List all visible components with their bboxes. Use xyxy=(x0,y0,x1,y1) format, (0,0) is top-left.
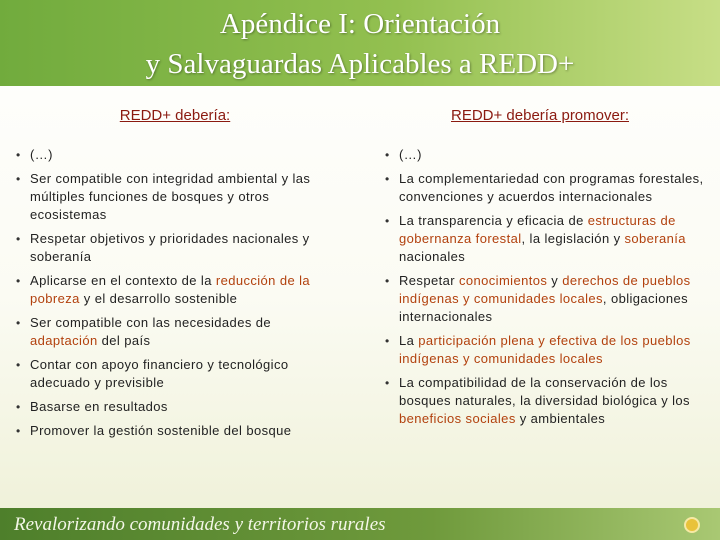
item-text: , obligaciones internacionales xyxy=(399,291,689,324)
list-item xyxy=(16,146,336,164)
bullet-icon: • xyxy=(385,376,390,390)
left-bullet-list xyxy=(16,146,336,446)
right-bullet-list xyxy=(385,146,705,434)
title-line-2: y Salvaguardas Aplicables a REDD+ xyxy=(145,48,575,80)
item-text: La xyxy=(399,333,419,348)
bullet-icon: • xyxy=(385,334,390,348)
highlighted-term: derechos de pueblos indígenas y comunidades locales xyxy=(399,273,691,306)
highlighted-term: conocimientos xyxy=(458,273,548,288)
list-item xyxy=(16,356,336,392)
left-column-heading: REDD+ debería: xyxy=(119,107,231,124)
highlighted-term: beneficios sociales xyxy=(399,411,516,426)
item-text: Respetar objetivos y prioridades nacionales y soberanía xyxy=(30,231,310,264)
footer-bar xyxy=(0,508,720,540)
bullet-icon: • xyxy=(16,232,21,246)
right-column-heading: REDD+ debería promover: xyxy=(451,107,629,124)
bullet-icon: • xyxy=(16,316,21,330)
item-text: y ambientales xyxy=(515,411,606,426)
bullet-icon: • xyxy=(385,148,390,162)
item-text: (…) xyxy=(399,147,422,162)
item-text: y xyxy=(547,273,563,288)
list-item xyxy=(16,230,336,266)
item-text: Ser compatible con integridad ambiental y las múltiples funciones de bosques y otros ecosistemas xyxy=(30,171,311,222)
footer-tagline: Revalorizando comunidades y territorios rurales xyxy=(14,514,386,535)
bullet-icon: • xyxy=(16,172,21,186)
item-text: Basarse en resultados xyxy=(30,399,168,414)
item-text: y el desarrollo sostenible xyxy=(79,291,238,306)
item-text: La transparencia y eficacia de xyxy=(399,213,588,228)
list-item xyxy=(385,272,705,326)
item-text: Contar con apoyo financiero y tecnológico adecuado y previsible xyxy=(30,357,289,390)
item-text: del país xyxy=(97,333,151,348)
highlighted-term: adaptación xyxy=(30,333,98,348)
list-item xyxy=(16,422,336,440)
list-item xyxy=(16,398,336,416)
bullet-icon: • xyxy=(385,214,390,228)
slide-title xyxy=(0,4,720,84)
list-item xyxy=(385,212,705,266)
bullet-icon: • xyxy=(385,274,390,288)
highlighted-term: reducción de la pobreza xyxy=(30,273,311,306)
bullet-icon: • xyxy=(385,172,390,186)
highlighted-term: soberanía xyxy=(624,231,686,246)
item-text: La complementariedad con programas forestales, convenciones y acuerdos internacionales xyxy=(399,171,704,204)
item-text: La compatibilidad de la conservación de los bosques naturales, la diversidad biológica y los xyxy=(399,375,690,408)
list-item xyxy=(16,272,336,308)
list-item xyxy=(385,374,705,428)
item-text: Promover la gestión sostenible del bosque xyxy=(30,423,292,438)
bullet-icon: • xyxy=(16,400,21,414)
title-line-1: Apéndice I: Orientación xyxy=(219,8,501,40)
item-text: nacionales xyxy=(399,249,466,264)
list-item xyxy=(16,170,336,224)
item-text: , la legislación y xyxy=(521,231,625,246)
highlighted-term: estructuras de gobernanza forestal xyxy=(399,213,676,246)
item-text: (…) xyxy=(30,147,53,162)
logo-icon xyxy=(684,517,700,533)
bullet-icon: • xyxy=(16,148,21,162)
bullet-icon: • xyxy=(16,274,21,288)
item-text: Ser compatible con las necesidades de xyxy=(30,315,271,330)
bullet-icon: • xyxy=(16,358,21,372)
item-text: Aplicarse en el contexto de la xyxy=(30,273,216,288)
title-banner xyxy=(0,0,720,86)
list-item xyxy=(385,332,705,368)
list-item xyxy=(16,314,336,350)
bullet-icon: • xyxy=(16,424,21,438)
item-text: Respetar xyxy=(399,273,459,288)
highlighted-term: participación plena y efectiva de los pueblos indígenas y comunidades locales xyxy=(399,333,691,366)
list-item xyxy=(385,170,705,206)
list-item xyxy=(385,146,705,164)
